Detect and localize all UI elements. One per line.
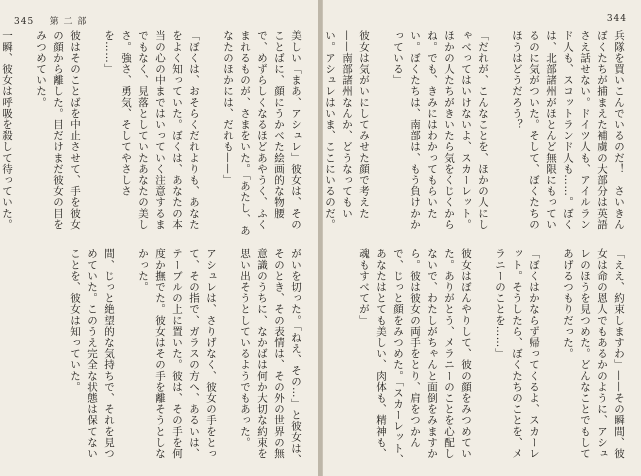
- left-page-text-top: 美しい「まあ、アシュレ」彼女は、そのことばに、顔にうかべた絵画的な物腰で、めずらしくなるほどあやうく、ふくまれるものが、さまをいた。「あたし、あなたのほかには、だれも——」 「ぼくは、おそらくだれよりも、あなたをよく知っていた。ぼくは、あなたの本当の心の中まではいっていく注意するまでもなく、見落としていたあなたの美しさ。強さ、勇気、そしてやさしさを……」 彼はそのことばを中止させて、手を彼女の顔から離した。目だけまだ彼女の目をみつめていた。 一瞬、彼女は呼吸を殺して待っていた。: [1, 30, 302, 236]
- right-page-divider: [337, 243, 627, 244]
- left-page-header: [14, 14, 87, 27]
- left-page-text-bottom: がいを切った。「ねえ、その…」と彼女は、そのとき、その表情は、その外の世界の無意識のうちに、なかばは何か大切な約束を思い出そうとしているようでもあった。 アシュレは、さりげなく、彼女の手をとって、その指で、ガラスの方へ、あるいは、テーブルの上に置いた。彼は、その手を何度か撫でた。彼女はその手を離そうとしなかった。 間、じっと絶望的な気持ちで、それを見つめていた。このうえ完全な状態は保てないことを、彼女は知っていた。: [69, 248, 302, 465]
- left-page: [0, 0, 319, 476]
- right-page-number: 344: [606, 14, 627, 24]
- right-page: [322, 0, 641, 476]
- left-page-divider: [14, 243, 304, 244]
- right-page-text-top: 兵隊を買いこんでいるのだ！ さいきんぼくたちが捕まえた補虜の大部分は英語さえ話せない。ドイツ人も、アイルランド人も、スコットランド人も……。ぼくは、北部諸州がほとんど無限にもっているのに気がついた。そして、ぼくたちのほうはどうだろう？ 「だれが、こんなことを、ほかの人にしゃべってはいけないよ、スカーレット。ほかの人たちがきいたら気をくじくからね。でも、きみにはわかってもらいたい。ぼくたちは、南部は、もう負けかかっている」 彼女は気がいにしてみせた顔で考えた——南部諸州なんか、どうなってもいい。アシュレはいま、ここにいるのだ。: [324, 30, 625, 230]
- right-page-header: [607, 14, 627, 24]
- chapter-title: 第 二 部: [49, 17, 88, 27]
- left-page-number: 345: [14, 17, 35, 27]
- right-page-text-bottom: 「ええ、約束しますわ」——その瞬間、彼女は命の恩人でもあるかのように、アシュレのほうを見つめた。どんなことでもしてあげるつもりだった。 「ぼくはかならず帰ってくるよ、スカーレット。そうしたら、ぼくたちのことを、メラニーのことを……」 彼女はぼんやりして、彼の顔をみつめていた。ありがとう、メラニーのことを心配しないで、わたしがちゃんと面倒をみますから。彼は彼女の両手をとり、肩をつかんで、じっと顔をみつめた。「スカーレット、あなたはとても美しい、肉体も、精神も、魂もすべてが」: [358, 248, 625, 465]
